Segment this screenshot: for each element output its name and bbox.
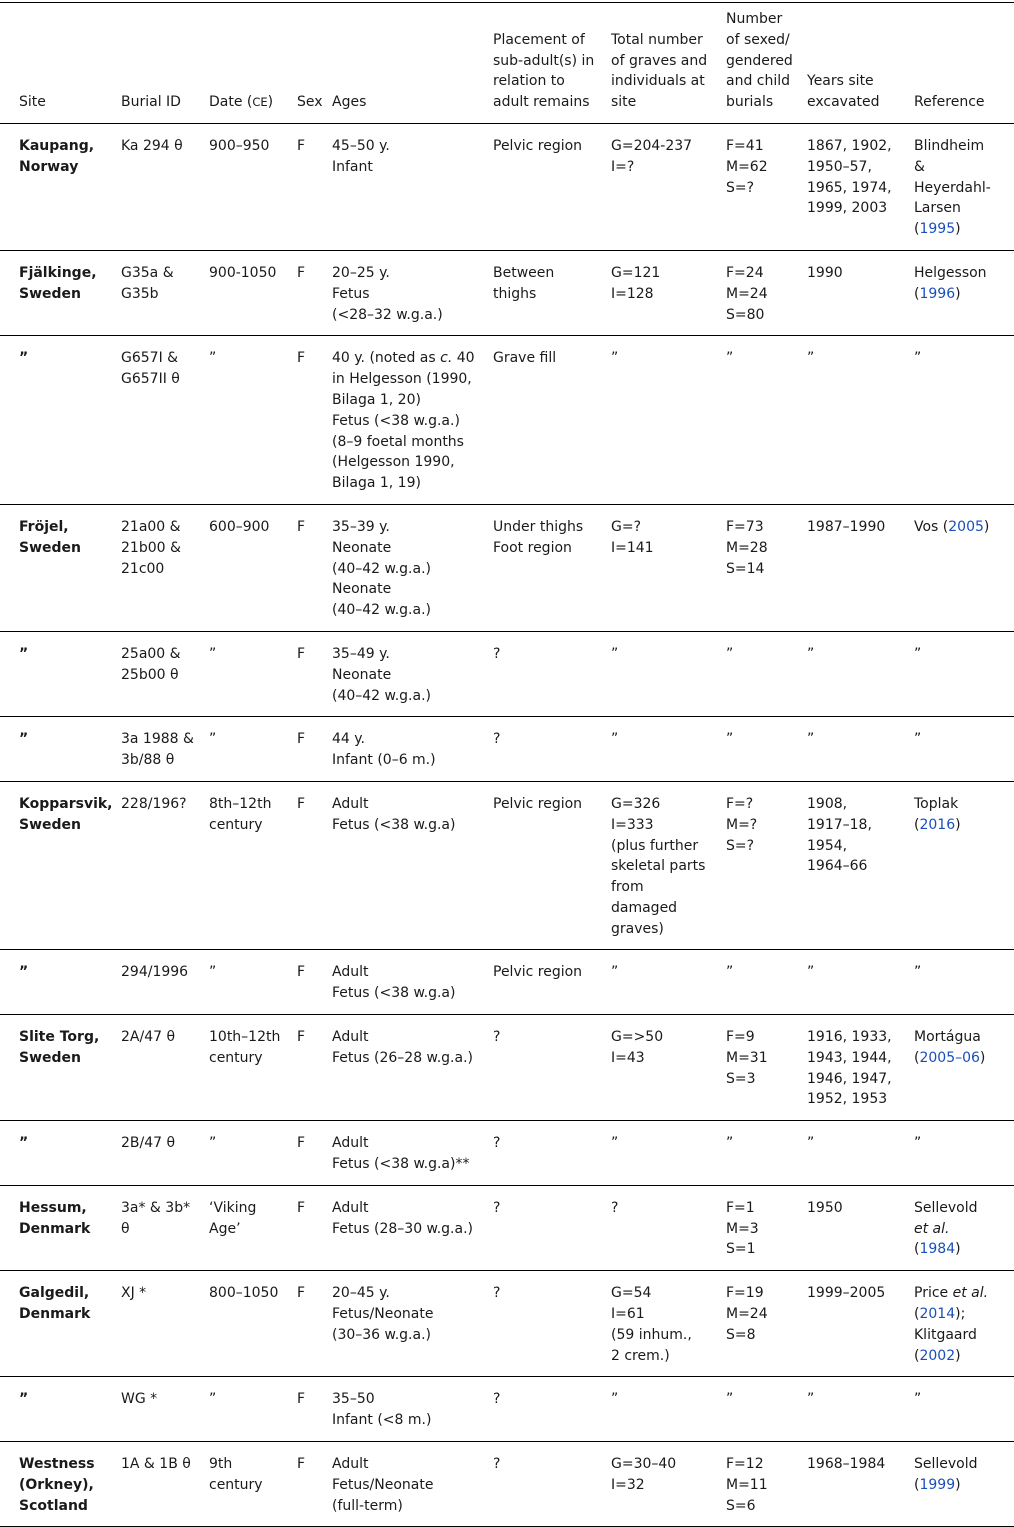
cell-burial-id: 1A & 1B θ	[121, 1456, 191, 1473]
cell-years: 1908, 1917–18, 1954, 1964–66	[807, 795, 872, 875]
cell-ages: 40 y. (noted as c. 40 in Helgesson (1990, Bilaga 1, 20) Fetus (<38 w.g.a.) (8–9 foetal months (Helgesson 1990, Bilaga 1, 19)	[332, 350, 475, 492]
cell-reference: ”	[914, 1135, 922, 1152]
reference-link[interactable]: 2005	[948, 518, 984, 535]
table-row	[0, 781, 1014, 950]
cell-burial-id: 2A/47 θ	[121, 1029, 176, 1046]
cell-date: ”	[209, 1135, 217, 1152]
cell-burial-id: G657I & G657II θ	[121, 350, 180, 388]
table-row	[0, 336, 1014, 505]
cell-ages: 35–50 Infant (<8 m.)	[332, 1391, 432, 1429]
col-sex: Sex	[297, 94, 323, 111]
table-row	[0, 1442, 1014, 1527]
cell-sex: F	[297, 137, 306, 154]
cell-total: G=30–40 I=32	[611, 1456, 677, 1493]
cell-sexed: ”	[726, 1135, 734, 1152]
cell-burial-id: 21a00 & 21b00 & 21c00	[121, 518, 181, 577]
table-row	[0, 717, 1014, 782]
reference-link[interactable]: 1995	[919, 221, 956, 238]
cell-ages: Adult Fetus (26–28 w.g.a.)	[332, 1029, 473, 1066]
cell-reference: Toplak (2016)	[914, 795, 961, 833]
table-row	[0, 123, 1014, 250]
cell-years: 1867, 1902, 1950–57, 1965, 1974, 1999, 2003	[807, 137, 892, 217]
cell-site: ”	[19, 731, 29, 748]
burials-table	[0, 2, 1014, 1527]
cell-sex: F	[297, 1135, 306, 1152]
cell-placement: Grave fill	[493, 350, 557, 367]
cell-sex: F	[297, 264, 306, 281]
cell-sexed: ”	[726, 731, 734, 748]
reference-link[interactable]: 1984	[919, 1241, 956, 1258]
cell-total: ”	[611, 645, 619, 662]
cell-years: ”	[807, 1391, 815, 1408]
cell-date: 10th–12th century	[209, 1029, 281, 1066]
reference-link[interactable]: 2005–06	[919, 1049, 980, 1066]
cell-placement: ?	[493, 645, 501, 662]
col-number-sexed: Number of sexed/ gendered and child burials	[726, 11, 793, 111]
cell-sex: F	[297, 1285, 306, 1302]
table-row	[0, 1121, 1014, 1186]
cell-years: 1916, 1933, 1943, 1944, 1946, 1947, 1952, 1953	[807, 1029, 892, 1108]
cell-reference: Sellevold et al. (1984)	[914, 1199, 978, 1258]
cell-date: 9th century	[209, 1456, 263, 1493]
cell-burial-id: G35a & G35b	[121, 264, 174, 302]
cell-total: ”	[611, 731, 619, 748]
cell-sex: F	[297, 1199, 306, 1216]
col-burial-id: Burial ID	[121, 94, 181, 111]
cell-reference: Vos (2005)	[914, 518, 990, 535]
col-date: Date (CE)	[209, 94, 274, 111]
cell-placement: Under thighs Foot region	[493, 518, 584, 556]
cell-site: Westness (Orkney), Scotland	[19, 1456, 95, 1514]
cell-site: ”	[19, 350, 29, 367]
cell-site: Galgedil, Denmark	[19, 1285, 91, 1323]
cell-years: ”	[807, 731, 815, 748]
cell-date: ”	[209, 350, 217, 367]
cell-total: G=204-237 I=?	[611, 137, 693, 175]
cell-placement: Pelvic region	[493, 137, 583, 154]
col-site: Site	[19, 94, 46, 111]
cell-burial-id: 294/1996	[121, 964, 189, 981]
cell-site: Hessum, Denmark	[19, 1199, 91, 1237]
reference-link[interactable]: 1999	[919, 1476, 956, 1493]
cell-site: ”	[19, 1391, 29, 1408]
col-placement: Placement of sub-adult(s) in relation to adult remains	[493, 31, 595, 111]
cell-reference: ”	[914, 964, 922, 981]
cell-total: ?	[611, 1199, 619, 1216]
cell-years: 1987–1990	[807, 518, 886, 535]
cell-burial-id: 228/196?	[121, 795, 187, 812]
cell-years: 1990	[807, 264, 843, 281]
cell-sex: F	[297, 964, 306, 981]
cell-site: Kopparsvik, Sweden	[19, 795, 113, 833]
cell-date: ”	[209, 964, 217, 981]
reference-link[interactable]: 2014	[919, 1306, 956, 1323]
cell-date: 800–1050	[209, 1285, 279, 1302]
cell-placement: Between thighs	[493, 264, 555, 302]
cell-reference: ”	[914, 350, 922, 367]
cell-site: ”	[19, 645, 29, 662]
table-row	[0, 950, 1014, 1015]
cell-site: Slite Torg, Sweden	[19, 1029, 100, 1066]
cell-burial-id: 2B/47 θ	[121, 1135, 176, 1152]
cell-placement: Pelvic region	[493, 795, 583, 812]
cell-sex: F	[297, 1456, 306, 1473]
cell-site: ”	[19, 964, 29, 981]
cell-sexed: ”	[726, 964, 734, 981]
col-years: Years site excavated	[807, 73, 880, 111]
cell-site: Fröjel, Sweden	[19, 518, 81, 556]
cell-years: 1950	[807, 1199, 843, 1216]
cell-sex: F	[297, 1029, 306, 1046]
cell-sexed: F=41 M=62 S=?	[726, 137, 768, 196]
cell-burial-id: 3a* & 3b* θ	[121, 1199, 191, 1237]
cell-ages: 35–39 y. Neonate (40–42 w.g.a.) Neonate (40–42 w.g.a.)	[332, 518, 431, 619]
reference-link[interactable]: 2016	[919, 816, 956, 833]
cell-date: 8th–12th century	[209, 795, 272, 833]
cell-sex: F	[297, 645, 306, 662]
header-row	[0, 3, 1014, 124]
cell-burial-id: Ka 294 θ	[121, 137, 183, 154]
cell-total: ”	[611, 964, 619, 981]
col-ages: Ages	[332, 94, 367, 111]
cell-date: ”	[209, 1391, 217, 1408]
cell-placement: ?	[493, 1391, 501, 1408]
cell-date: ”	[209, 731, 217, 748]
cell-sexed: F=12 M=11 S=6	[726, 1456, 768, 1514]
cell-burial-id: WG *	[121, 1391, 158, 1408]
cell-burial-id: 25a00 & 25b00 θ	[121, 645, 181, 683]
cell-total: ”	[611, 1135, 619, 1152]
cell-placement: Pelvic region	[493, 964, 583, 981]
cell-reference: Price et al. (2014); Klitgaard (2002)	[914, 1285, 989, 1364]
cell-date: 600–900	[209, 518, 270, 535]
cell-total: G=54 I=61 (59 inhum., 2 crem.)	[611, 1285, 692, 1364]
cell-total: G=121 I=128	[611, 264, 661, 302]
cell-placement: ?	[493, 1029, 501, 1046]
cell-total: ”	[611, 1391, 619, 1408]
table-row	[0, 1377, 1014, 1442]
cell-sexed: F=19 M=24 S=8	[726, 1285, 768, 1343]
table-row	[0, 1185, 1014, 1270]
table-row	[0, 1271, 1014, 1377]
cell-reference: ”	[914, 645, 922, 662]
cell-years: ”	[807, 645, 815, 662]
cell-reference: Mortágua (2005–06)	[914, 1029, 986, 1066]
reference-link[interactable]: 2002	[919, 1347, 956, 1364]
cell-years: 1999–2005	[807, 1285, 886, 1302]
cell-placement: ?	[493, 1285, 501, 1302]
cell-years: ”	[807, 350, 815, 367]
cell-sexed: F=1 M=3 S=1	[726, 1199, 759, 1258]
table-row	[0, 250, 1014, 335]
cell-date: ”	[209, 645, 217, 662]
cell-ages: 35–49 y. Neonate (40–42 w.g.a.)	[332, 645, 431, 704]
cell-site: Fjälkinge, Sweden	[19, 264, 97, 302]
cell-sexed: F=24 M=24 S=80	[726, 264, 768, 323]
cell-placement: ?	[493, 1135, 501, 1152]
reference-link[interactable]: 1996	[919, 285, 956, 302]
cell-years: ”	[807, 1135, 815, 1152]
cell-ages: Adult Fetus (<38 w.g.a)	[332, 795, 456, 833]
cell-placement: ?	[493, 1199, 501, 1216]
cell-years: 1968–1984	[807, 1456, 886, 1473]
cell-reference: ”	[914, 1391, 922, 1408]
cell-sexed: F=9 M=31 S=3	[726, 1029, 768, 1087]
col-reference: Reference	[914, 94, 985, 111]
cell-sex: F	[297, 1391, 306, 1408]
cell-reference: ”	[914, 731, 922, 748]
table-row	[0, 631, 1014, 716]
cell-reference: Sellevold (1999)	[914, 1456, 978, 1493]
cell-ages: 20–25 y. Fetus (<28–32 w.g.a.)	[332, 264, 443, 323]
cell-burial-id: XJ *	[121, 1285, 147, 1302]
cell-site: ”	[19, 1135, 29, 1152]
cell-sex: F	[297, 518, 306, 535]
cell-total: ”	[611, 350, 619, 367]
table-row	[0, 504, 1014, 631]
cell-date: 900–950	[209, 137, 270, 154]
col-total: Total number of graves and individuals at site	[611, 31, 708, 111]
cell-placement: ?	[493, 1456, 501, 1473]
cell-sexed: F=? M=? S=?	[726, 795, 758, 854]
cell-total: G=? I=141	[611, 518, 654, 556]
cell-sex: F	[297, 350, 306, 367]
cell-ages: 20–45 y. Fetus/Neonate (30–36 w.g.a.)	[332, 1285, 434, 1343]
cell-ages: 44 y. Infant (0–6 m.)	[332, 731, 436, 769]
cell-placement: ?	[493, 731, 501, 748]
cell-ages: Adult Fetus (28–30 w.g.a.)	[332, 1199, 473, 1237]
cell-sexed: ”	[726, 350, 734, 367]
cell-sexed: F=73 M=28 S=14	[726, 518, 768, 577]
cell-burial-id: 3a 1988 & 3b/88 θ	[121, 731, 194, 769]
cell-ages: 45–50 y. Infant	[332, 137, 390, 175]
cell-total: G=>50 I=43	[611, 1029, 664, 1066]
cell-sexed: ”	[726, 1391, 734, 1408]
cell-reference: Blindheim & Heyerdahl- Larsen (1995)	[914, 137, 991, 238]
cell-ages: Adult Fetus/Neonate (full-term)	[332, 1456, 434, 1514]
cell-sexed: ”	[726, 645, 734, 662]
cell-ages: Adult Fetus (<38 w.g.a)	[332, 964, 456, 1002]
cell-date: ‘Viking Age’	[209, 1199, 257, 1237]
cell-date: 900-1050	[209, 264, 277, 281]
cell-sex: F	[297, 795, 306, 812]
table-row	[0, 1015, 1014, 1121]
cell-years: ”	[807, 964, 815, 981]
cell-reference: Helgesson (1996)	[914, 264, 987, 302]
cell-ages: Adult Fetus (<38 w.g.a)**	[332, 1135, 470, 1173]
cell-sex: F	[297, 731, 306, 748]
cell-site: Kaupang, Norway	[19, 137, 95, 175]
cell-total: G=326 I=333 (plus further skeletal parts from damaged graves)	[611, 795, 706, 937]
